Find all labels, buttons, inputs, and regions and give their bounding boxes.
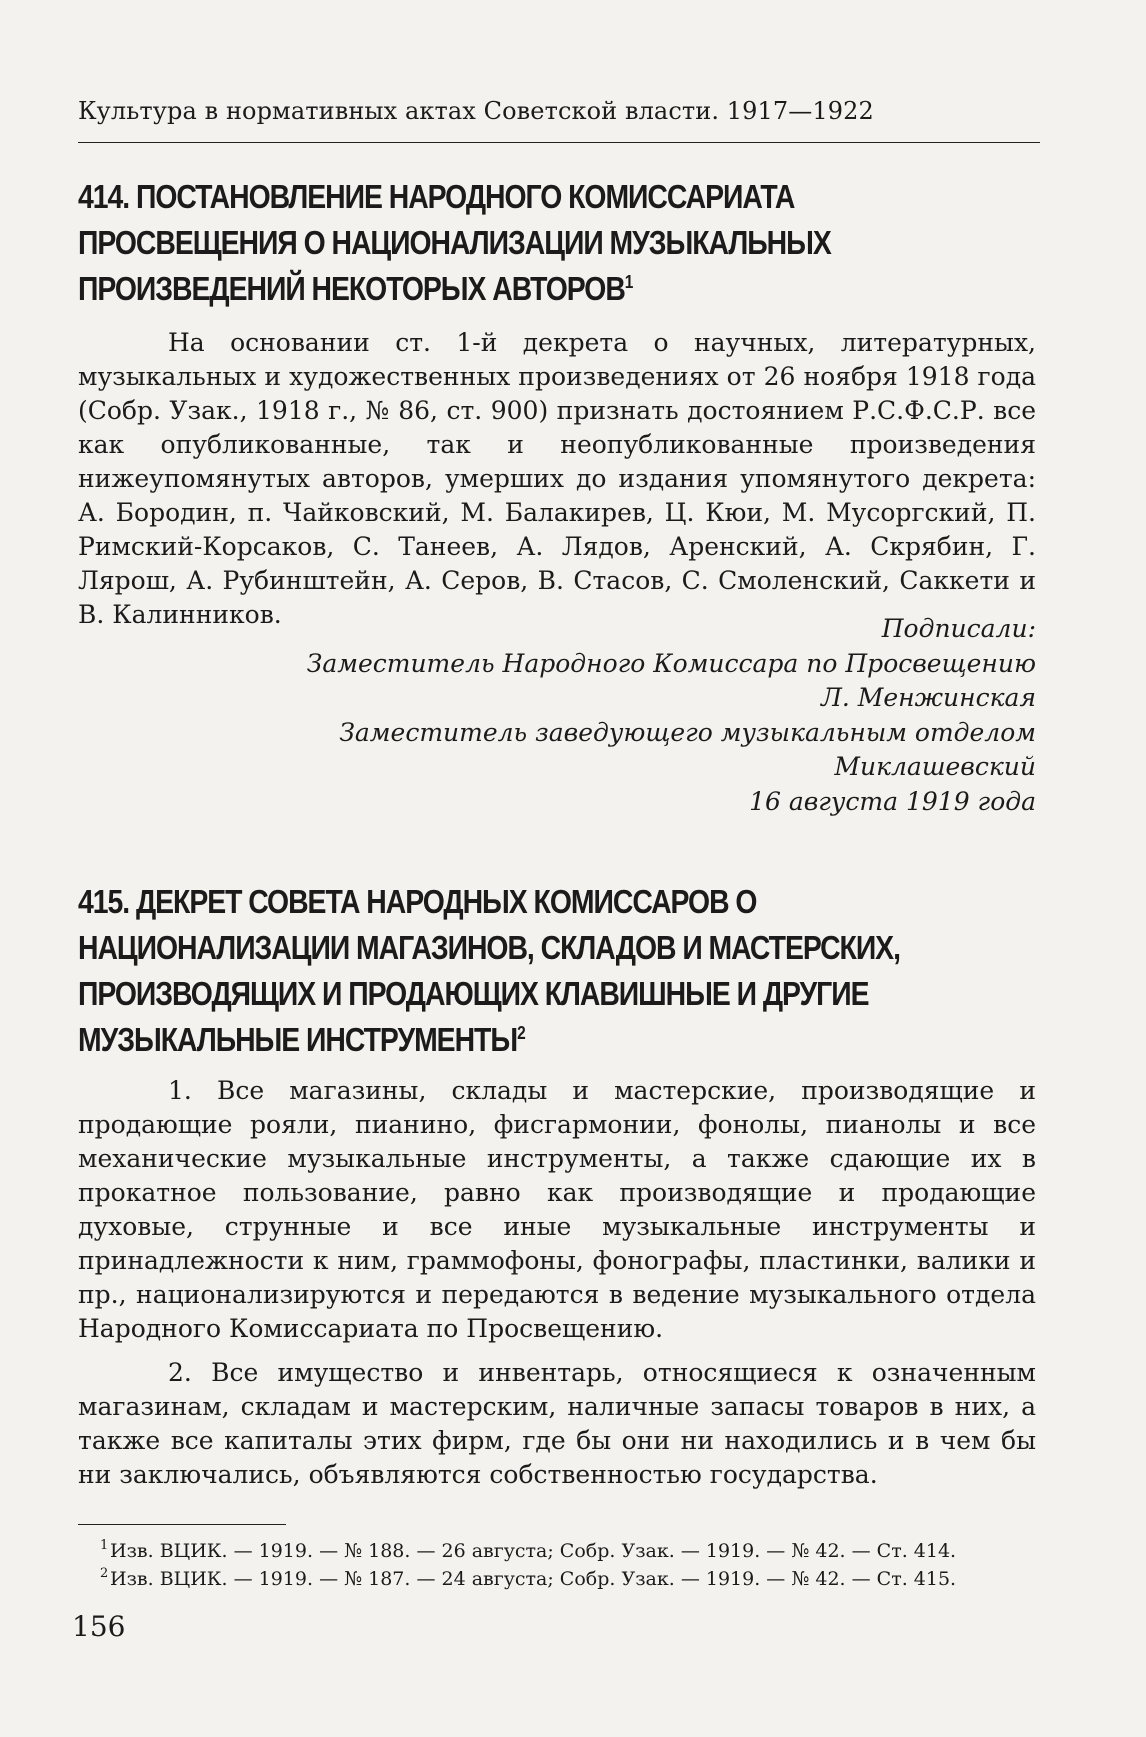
document-414-date: 16 августа 1919 года xyxy=(749,786,1036,816)
page-number: 156 xyxy=(72,1610,126,1643)
footnote-1 xyxy=(100,1538,1030,1564)
document-414-body: На основании ст. 1-й декрета о научных, литературных, музыкальных и художественных произведениях от 26 ноября 1918 года (Собр. Узак., 1918 г., № 86, ст. 900) признать достоянием Р.С.Ф.С.Р. все как опубликованные, так и неопубликованные произведения нижеупомянутых авторов, умерших до издания упомянутого декрета: А. Бородин, п. Чайковский, М. Балакирев, Ц. Кюи, М. Мусоргский, П. Римский-Корсаков, С. Танеев, А. Лядов, Аренский, А. Скрябин, Г. Лярош, А. Рубинштейн, А. Серов, В. Стасов, С. Смоленский, Саккети и В. Калинников. xyxy=(78,328,1036,629)
running-head: Культура в нормативных актах Советской власти. 1917—1922 xyxy=(78,97,874,125)
document-415-clause-2: 2. Все имущество и инвентарь, относящиеся к означенным магазинам, складам и мастерским, наличные запасы товаров в них, а также все капиталы этих фирм, где бы они ни находились и в чем бы ни заключались, объявляются собственностью государства. xyxy=(78,1358,1036,1489)
document-415-clause-1: 1. Все магазины, склады и мастерские, производящие и продающие рояли, пианино, фисгармонии, фонолы, пианолы и все механические музыкальные инструменты, а также сдающие их в прокатное пользование, равно как производящие и продающие духовые, струнные и все иные музыкальные инструменты и принадлежности к ним, граммофоны, фонографы, пластинки, валики и пр., национализируются и передаются в ведение музыкального отдела Народного Комиссариата по Просвещению. xyxy=(78,1076,1036,1343)
footnote-1-text: Изв. ВЦИК. — 1919. — № 188. — 26 августа; Собр. Узак. — 1919. — № 42. — Ст. 414. xyxy=(110,1540,957,1562)
header-rule xyxy=(78,142,1040,143)
document-415-heading xyxy=(78,879,917,1063)
signatory-title-1: Заместитель Народного Комиссара по Просвещению xyxy=(306,648,1036,678)
document-414-heading xyxy=(78,174,917,312)
document-415-title: 415. ДЕКРЕТ СОВЕТА НАРОДНЫХ КОМИССАРОВ О НАЦИОНАЛИЗАЦИИ МАГАЗИНОВ, СКЛАДОВ И МАСТЕРСКИХ, ПРОИЗВОДЯЩИХ И ПРОДАЮЩИХ КЛАВИШНЫЕ И ДРУГИЕ МУЗЫКАЛЬНЫЕ ИНСТРУМЕНТЫ xyxy=(78,883,900,1058)
document-414-signatures xyxy=(78,612,1036,819)
signatures-label: Подписали: xyxy=(881,614,1036,643)
footnote-2-mark: 2 xyxy=(100,1566,109,1581)
document-414-title: 414. ПОСТАНОВЛЕНИЕ НАРОДНОГО КОМИССАРИАТА ПРОСВЕЩЕНИЯ О НАЦИОНАЛИЗАЦИИ МУЗЫКАЛЬНЫХ ПРОИЗВЕДЕНИЙ НЕКОТОРЫХ АВТОРОВ xyxy=(78,178,831,307)
footnote-ref-2: 2 xyxy=(517,1023,526,1043)
footnote-ref-1: 1 xyxy=(624,272,634,292)
signatory-name-1: Л. Менжинская xyxy=(821,683,1036,712)
footnote-1-mark: 1 xyxy=(100,1538,109,1553)
signatory-name-2: Миклашевский xyxy=(834,752,1036,781)
footnote-rule xyxy=(78,1524,286,1525)
footnote-2-text: Изв. ВЦИК. — 1919. — № 187. — 24 августа; Собр. Узак. — 1919. — № 42. — Ст. 415. xyxy=(110,1568,957,1590)
signatory-title-2: Заместитель заведующего музыкальным отделом xyxy=(339,717,1036,747)
footnote-2 xyxy=(100,1566,1030,1592)
